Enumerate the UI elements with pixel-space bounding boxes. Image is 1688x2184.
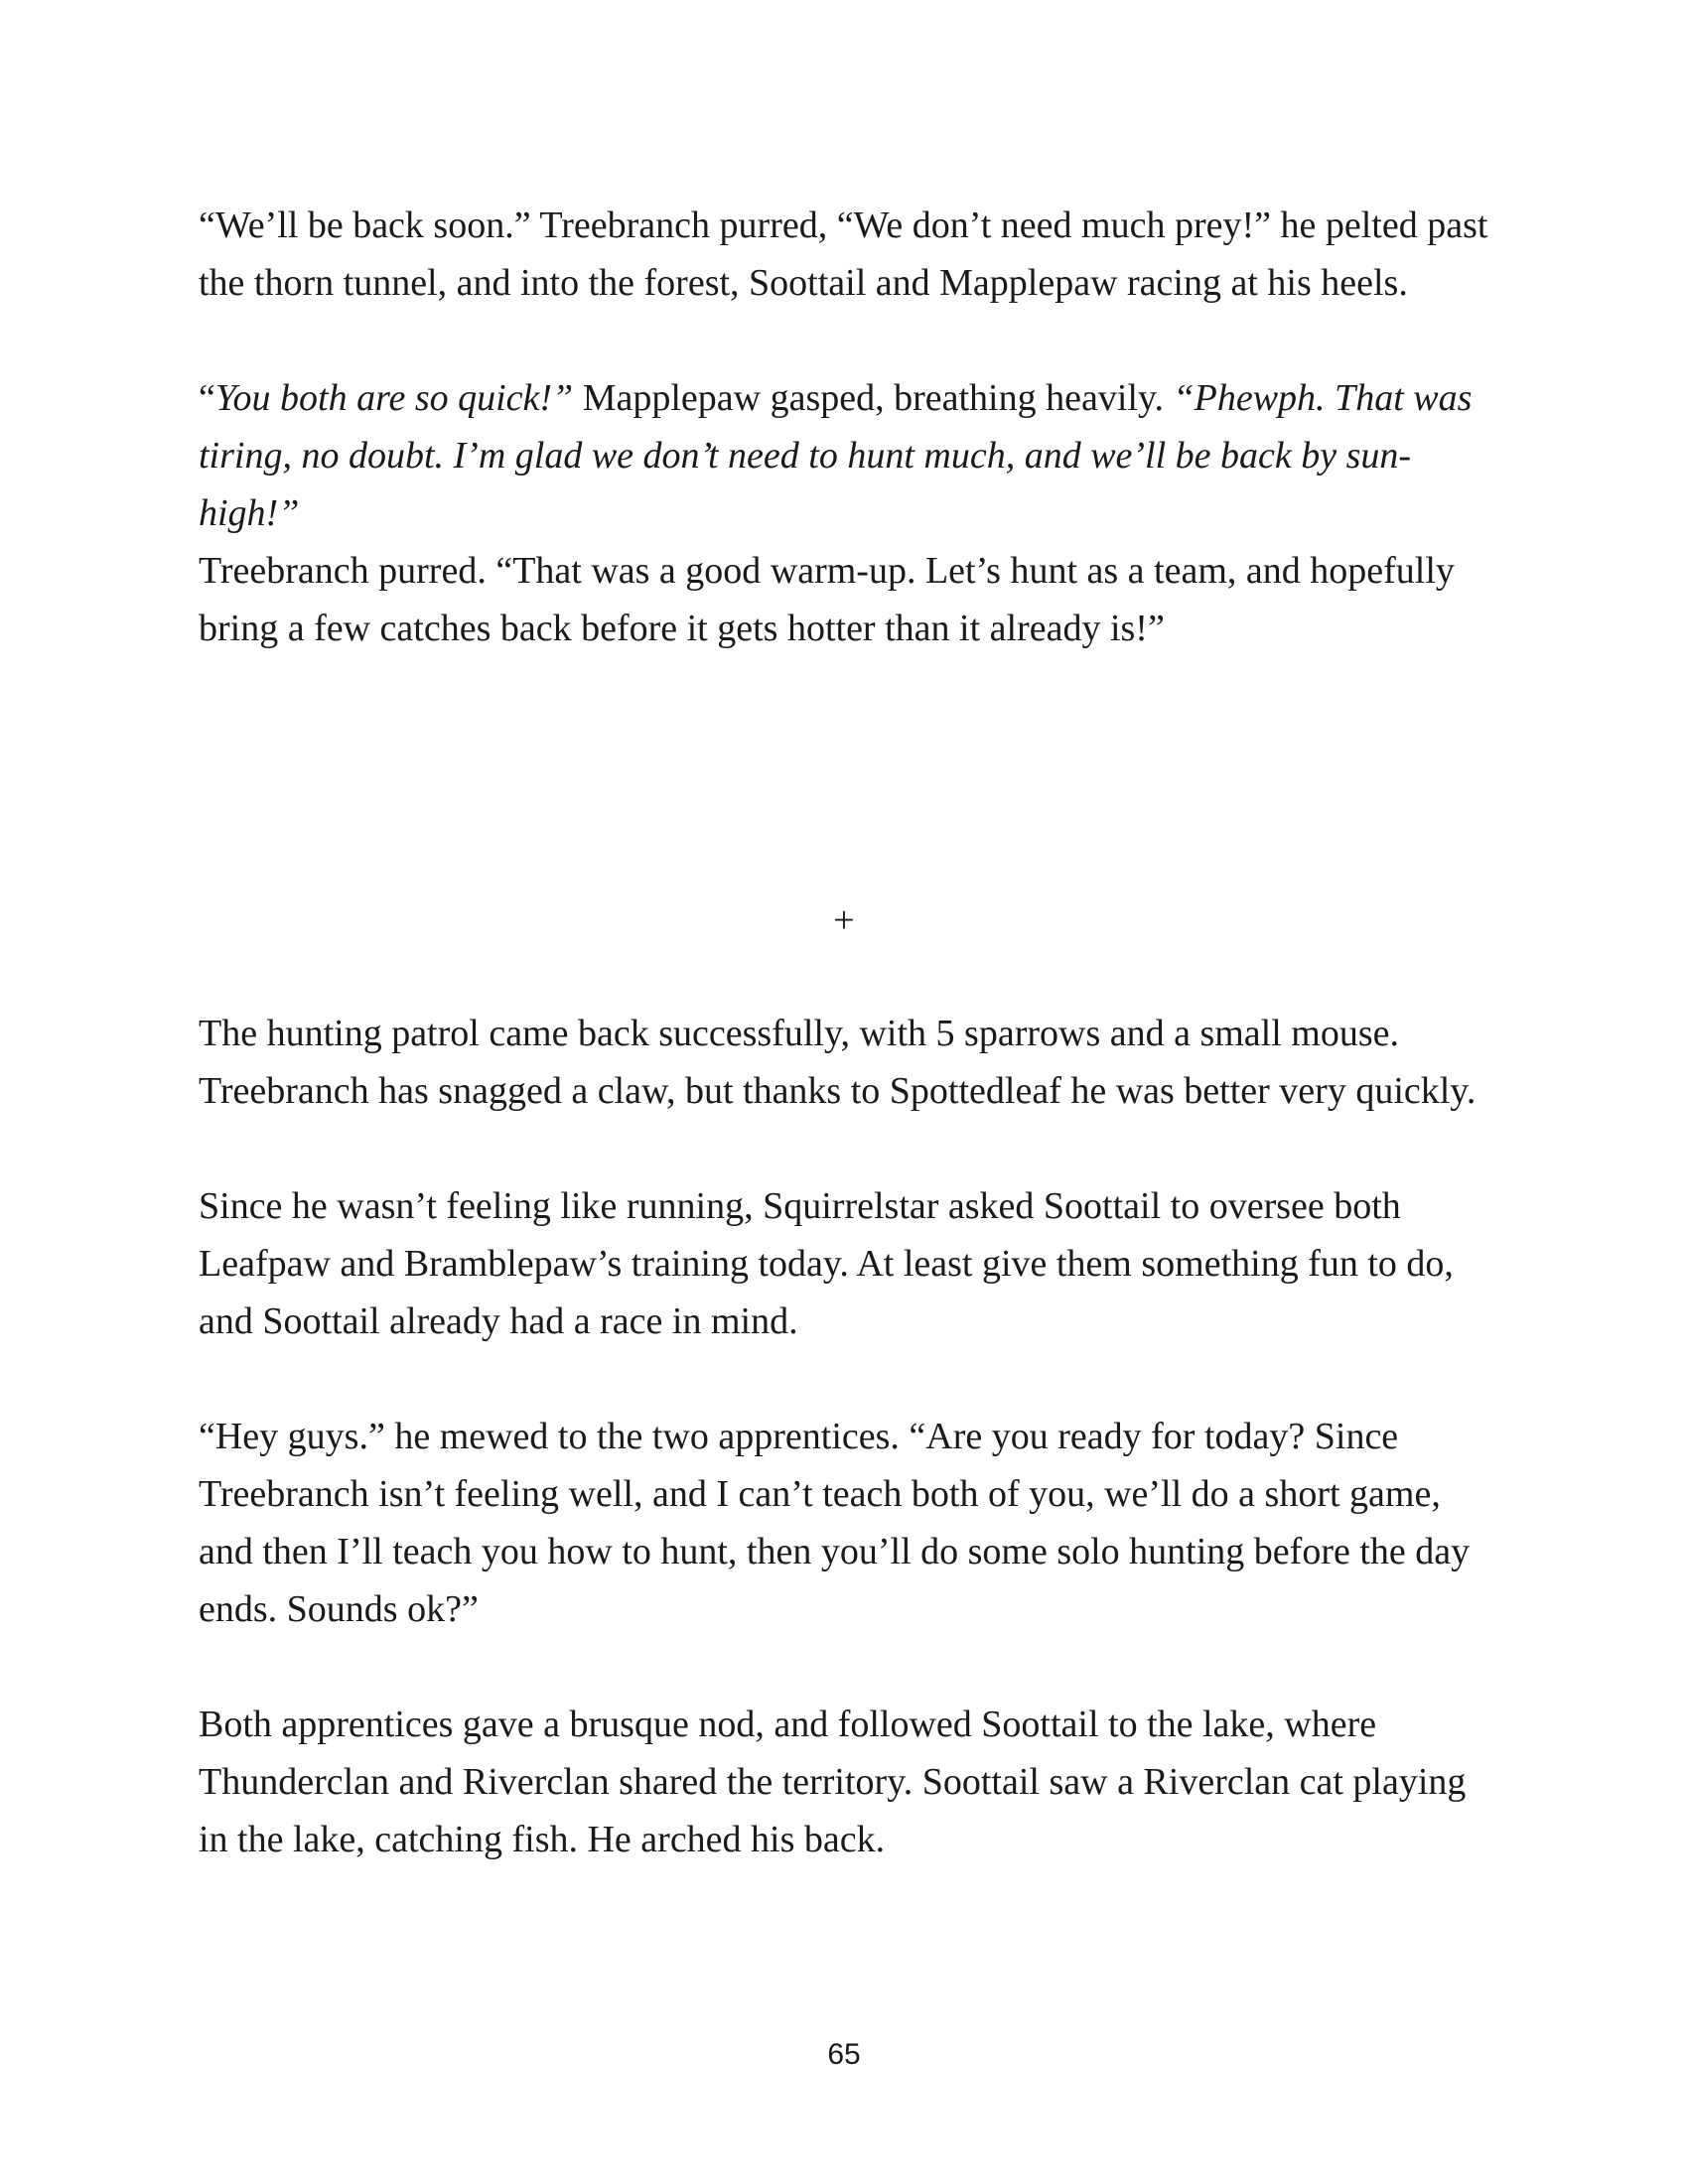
narration: Mapplepaw gasped, breathing heavily. [573,377,1174,419]
paragraph-4-text: The hunting patrol came back successfully, with 5 sparrows and a small mouse. Treebranch has snagged a claw, but thanks to Spottedleaf he was better very quickly. [199,1013,1477,1112]
paragraph-2 [199,369,1489,542]
page-number: 65 [827,2038,861,2071]
paragraph-1 [199,197,1489,312]
paragraph-4 [199,1005,1489,1120]
paragraph-7-text: Both apprentices gave a brusque nod, and followed Soottail to the lake, where Thunderclan and Riverclan shared the territory. Soottail saw a Riverclan cat playing in the lake, catching fish. He arched his back. [199,1704,1467,1860]
paragraph-1-text: “We’ll be back soon.” Treebranch purred, “We don’t need much prey!” he pelted past the thorn tunnel, and into the forest, Soottail and Mapplepaw racing at his heels. [199,205,1488,304]
paragraph-3-text: Treebranch purred. “That was a good warm-up. Let’s hunt as a team, and hopefully bring a few catches back before it gets hotter than it already is!” [199,550,1455,649]
paragraph-3 [199,542,1489,657]
italic-dialogue: You both are so quick!” [214,377,574,419]
paragraph-5 [199,1177,1489,1350]
italic-dialogue: “Phewph. That was tiring, no doubt. I’m glad we don’t need to hunt much, and we’ll be back by sun-high!” [199,377,1473,534]
scene-separator: + [833,899,855,941]
paragraph-5-text: Since he wasn’t feeling like running, Squirrelstar asked Soottail to oversee both Leafpaw and Bramblepaw’s training today. At least give them something fun to do, and Soottail already had a race in mind. [199,1185,1454,1342]
paragraph-6-text: “Hey guys.” he mewed to the two apprentices. “Are you ready for today? Since Treebranch isn’t feeling well, and I can’t teach both of you, we’ll do a short game, and then I’ll teach you how to hunt, then you’ll do some solo hunting before the day ends. Sounds ok?” [199,1416,1471,1630]
paragraph-6 [199,1408,1489,1638]
paragraph-7 [199,1696,1489,1868]
quote-open: “ [199,377,215,419]
